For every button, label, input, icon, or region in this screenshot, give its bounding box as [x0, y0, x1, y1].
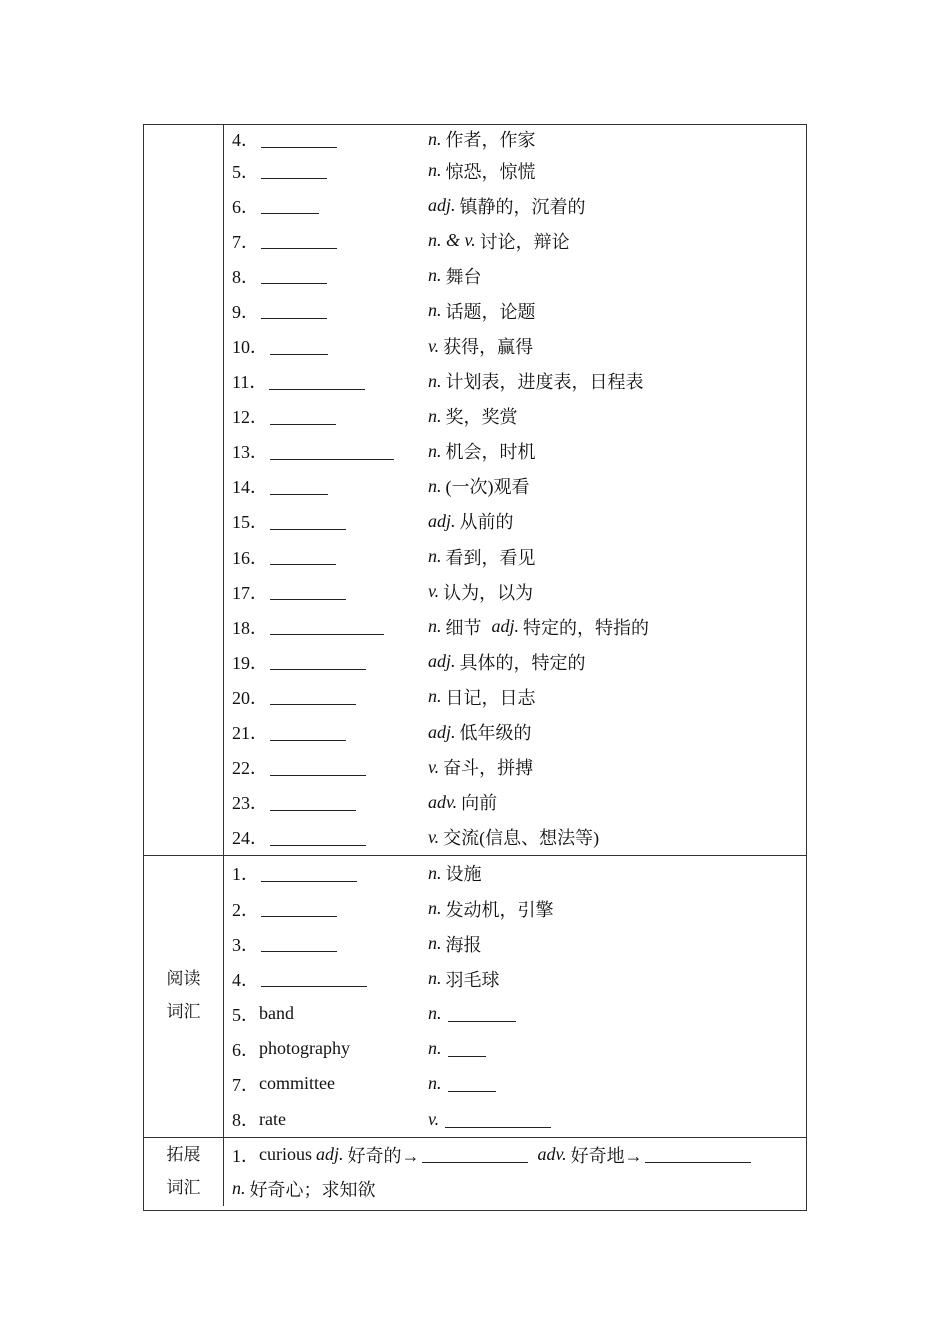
item-number: 5． [232, 161, 259, 182]
label-line-2: 词汇 [166, 1002, 201, 1023]
item-left [232, 438, 428, 464]
list-item [232, 1066, 806, 1101]
item-meaning: 好奇心；求知欲 [249, 1179, 376, 1200]
answer-blank[interactable] [261, 935, 337, 952]
answer-blank[interactable] [261, 900, 337, 917]
list-item [232, 399, 806, 434]
item-meaning: 特定的，特指的 [523, 617, 650, 638]
item-left [232, 544, 428, 570]
part-of-speech: n. [428, 405, 442, 426]
item-right [428, 438, 536, 464]
item-right [428, 966, 500, 992]
item-left [232, 931, 428, 957]
answer-blank[interactable] [270, 829, 366, 846]
list-item [232, 434, 806, 469]
item-meaning: 细节 [445, 617, 482, 638]
item-right [428, 298, 536, 324]
item-right [428, 228, 570, 254]
part-of-speech: n. & v. [428, 230, 476, 251]
item-right [428, 931, 482, 957]
answer-blank[interactable] [261, 267, 327, 284]
answer-blank[interactable] [448, 1005, 516, 1022]
item-right [428, 1003, 516, 1024]
item-right [428, 544, 536, 570]
answer-blank[interactable] [270, 759, 366, 776]
item-left [232, 126, 428, 152]
item-left [232, 193, 428, 219]
item-number: 7． [232, 1074, 259, 1095]
list-item [232, 153, 806, 188]
list-item [232, 469, 806, 504]
item-number: 2． [232, 899, 259, 920]
word-list [224, 125, 806, 855]
item-number: 8． [232, 266, 259, 287]
list-item [232, 258, 806, 293]
item-left [232, 403, 428, 429]
list-item [232, 125, 806, 153]
label-line-1: 拓展 [166, 1144, 201, 1165]
list-item [232, 1102, 806, 1137]
item-meaning: 好奇的→ [347, 1145, 420, 1166]
item-number: 5． [232, 1004, 259, 1025]
extended-line-1 [232, 1138, 806, 1172]
item-word: photography [259, 1038, 350, 1059]
part-of-speech: n. [428, 686, 442, 707]
item-meaning: 向前 [461, 793, 498, 814]
part-of-speech: adv. [537, 1144, 567, 1165]
answer-blank[interactable] [270, 618, 384, 635]
item-number: 4． [232, 130, 259, 150]
item-meaning: 机会，时机 [445, 442, 536, 463]
list-item [232, 891, 806, 926]
part-of-speech: n. [428, 440, 442, 461]
item-right [428, 368, 644, 394]
answer-blank[interactable] [270, 478, 328, 495]
item-meaning: 海报 [445, 934, 482, 955]
part-of-speech: n. [428, 1003, 442, 1024]
item-meaning: 认为，以为 [443, 582, 534, 603]
item-right [428, 614, 649, 640]
answer-blank[interactable] [261, 232, 337, 249]
item-left [232, 1001, 428, 1027]
answer-blank[interactable] [269, 373, 365, 390]
item-meaning: 日记，日志 [445, 687, 536, 708]
item-meaning: 发动机，引擎 [445, 899, 554, 920]
part-of-speech: n. [428, 300, 442, 321]
list-item [232, 679, 806, 714]
item-right [428, 333, 533, 359]
item-meaning: 具体的，特定的 [459, 652, 586, 673]
item-left [232, 368, 428, 394]
list-item [232, 539, 806, 574]
item-left [232, 333, 428, 359]
item-left [232, 754, 428, 780]
answer-blank[interactable] [261, 162, 327, 179]
part-of-speech: adj. [428, 721, 456, 742]
part-of-speech: n. [428, 1038, 442, 1059]
item-number: 17． [232, 582, 268, 603]
item-right [428, 158, 536, 184]
part-of-speech: adv. [428, 791, 458, 812]
part-of-speech: n. [428, 265, 442, 286]
item-right [428, 193, 586, 219]
item-right [428, 508, 514, 534]
item-right [428, 1073, 496, 1094]
item-right [428, 860, 482, 886]
item-right [428, 579, 533, 605]
item-number: 14． [232, 477, 268, 498]
item-right [428, 1109, 551, 1130]
item-meaning: 作者，作家 [445, 130, 536, 150]
section-extended-vocabulary [144, 1137, 806, 1210]
list-item [232, 996, 806, 1031]
section-label [144, 125, 224, 855]
item-right [428, 789, 497, 815]
part-of-speech: n. [428, 546, 442, 567]
list-item [232, 715, 806, 750]
item-meaning: (一次)观看 [445, 477, 530, 498]
item-meaning: 从前的 [459, 512, 514, 533]
list-item [232, 328, 806, 363]
item-number: 12． [232, 407, 268, 428]
item-meaning: 镇静的，沉着的 [459, 196, 586, 217]
part-of-speech: n. [428, 1073, 442, 1094]
item-number: 22． [232, 758, 268, 779]
label-line-1: 阅读 [166, 969, 201, 990]
item-number: 4． [232, 969, 259, 990]
item-left [232, 228, 428, 254]
list-item [232, 293, 806, 328]
vocabulary-table [143, 124, 807, 1211]
item-meaning: 看到，看见 [445, 547, 536, 568]
part-of-speech: n. [232, 1178, 246, 1199]
item-meaning: 讨论，辩论 [479, 231, 570, 252]
label-line-2: 词汇 [166, 1177, 201, 1198]
part-of-speech: adj. [316, 1144, 344, 1165]
item-number: 11． [232, 372, 268, 393]
item-number: 16． [232, 547, 268, 568]
item-right [428, 263, 482, 289]
item-meaning: 舞台 [445, 266, 482, 287]
item-right [428, 684, 536, 710]
part-of-speech: n. [428, 933, 442, 954]
part-of-speech: adj. [491, 616, 520, 637]
answer-blank[interactable] [270, 688, 356, 705]
item-left [232, 896, 428, 922]
item-number: 20． [232, 687, 268, 708]
item-left [232, 614, 428, 640]
list-item [232, 609, 806, 644]
item-meaning: 好奇地→ [570, 1145, 643, 1166]
part-of-speech: v. [428, 581, 440, 602]
answer-blank[interactable] [270, 653, 366, 670]
item-right [428, 473, 530, 499]
item-word: band [259, 1003, 294, 1024]
item-number: 7． [232, 231, 259, 252]
item-number: 1． [232, 1145, 259, 1166]
item-word: curious [259, 1144, 312, 1165]
item-number: 6． [232, 196, 259, 217]
part-of-speech: n. [428, 862, 442, 883]
item-left [232, 860, 428, 886]
part-of-speech: adj. [428, 510, 456, 531]
item-word: rate [259, 1108, 286, 1129]
extended-line-2 [232, 1172, 806, 1206]
list-item [232, 750, 806, 785]
item-meaning: 惊恐，惊慌 [445, 161, 536, 182]
item-meaning: 羽毛球 [445, 969, 500, 990]
item-left [232, 298, 428, 324]
item-left [232, 649, 428, 675]
answer-blank[interactable] [270, 794, 356, 811]
item-right [428, 1038, 486, 1059]
answer-blank[interactable] [270, 724, 346, 741]
answer-blank[interactable] [270, 513, 346, 530]
item-number: 9． [232, 301, 259, 322]
item-meaning: 奋斗，拼搏 [443, 758, 534, 779]
answer-blank[interactable] [261, 865, 357, 882]
item-right [428, 719, 532, 745]
item-number: 19． [232, 652, 268, 673]
item-left [232, 789, 428, 815]
part-of-speech: n. [428, 370, 442, 391]
item-left [232, 263, 428, 289]
part-of-speech: n. [428, 968, 442, 989]
answer-blank[interactable] [261, 302, 327, 319]
list-item [232, 926, 806, 961]
part-of-speech: v. [428, 335, 440, 356]
item-right [428, 754, 533, 780]
item-word: committee [259, 1073, 335, 1094]
part-of-speech: adj. [428, 195, 456, 216]
section-label-extended [144, 1138, 224, 1206]
answer-blank[interactable] [270, 338, 328, 355]
answer-blank[interactable] [270, 548, 336, 565]
item-left [232, 1071, 428, 1097]
item-right [428, 824, 599, 850]
item-left [232, 719, 428, 745]
list-item [232, 574, 806, 609]
list-item [232, 856, 806, 891]
item-left [232, 473, 428, 499]
extended-content [224, 1138, 806, 1206]
item-meaning: 获得，赢得 [443, 337, 534, 358]
answer-blank[interactable] [448, 1040, 486, 1057]
list-item [232, 785, 806, 820]
item-right [428, 403, 518, 429]
item-number: 24． [232, 828, 268, 849]
item-meaning: 交流(信息、想法等) [443, 828, 600, 849]
item-meaning: 奖，奖赏 [445, 407, 518, 428]
item-meaning: 计划表，进度表，日程表 [445, 372, 644, 393]
answer-blank[interactable] [261, 970, 367, 987]
part-of-speech: n. [428, 616, 442, 637]
item-left [232, 508, 428, 534]
answer-blank[interactable] [261, 131, 337, 148]
answer-blank[interactable] [445, 1111, 551, 1128]
item-meaning: 话题，论题 [445, 301, 536, 322]
part-of-speech: v. [428, 826, 440, 847]
answer-blank[interactable] [270, 583, 346, 600]
list-item [232, 644, 806, 679]
item-meaning: 设施 [445, 864, 482, 885]
answer-blank[interactable] [261, 197, 319, 214]
part-of-speech: v. [428, 1108, 440, 1129]
item-number: 23． [232, 793, 268, 814]
item-meaning: 低年级的 [459, 723, 532, 744]
part-of-speech: n. [428, 898, 442, 919]
item-number: 1． [232, 864, 259, 885]
list-item [232, 1031, 806, 1066]
item-number: 10． [232, 337, 268, 358]
item-number: 3． [232, 934, 259, 955]
answer-blank[interactable] [448, 1075, 496, 1092]
answer-blank[interactable] [645, 1146, 751, 1163]
answer-blank[interactable] [422, 1146, 528, 1163]
list-item [232, 188, 806, 223]
item-number: 13． [232, 442, 268, 463]
part-of-speech: adj. [428, 651, 456, 672]
section-reading-vocabulary [144, 855, 806, 1137]
list-item [232, 504, 806, 539]
item-number: 18． [232, 617, 268, 638]
item-number: 15． [232, 512, 268, 533]
item-left [232, 1036, 428, 1062]
item-right [428, 649, 586, 675]
item-left [232, 684, 428, 710]
item-number: 21． [232, 723, 268, 744]
answer-blank[interactable] [270, 408, 336, 425]
section-core-vocabulary [144, 125, 806, 855]
part-of-speech: n. [428, 475, 442, 496]
item-left [232, 824, 428, 850]
list-item [232, 364, 806, 399]
list-item [232, 820, 806, 855]
section-label-reading [144, 856, 224, 1137]
item-left [232, 579, 428, 605]
part-of-speech: n. [428, 128, 442, 149]
item-right [428, 896, 554, 922]
item-left [232, 966, 428, 992]
item-number: 8． [232, 1110, 259, 1131]
part-of-speech: n. [428, 160, 442, 181]
item-number: 6． [232, 1039, 259, 1060]
part-of-speech: v. [428, 756, 440, 777]
word-list [224, 856, 806, 1137]
list-item [232, 223, 806, 258]
item-left [232, 1106, 428, 1132]
answer-blank[interactable] [270, 443, 394, 460]
item-right [428, 126, 536, 152]
item-left [232, 158, 428, 184]
list-item [232, 961, 806, 996]
